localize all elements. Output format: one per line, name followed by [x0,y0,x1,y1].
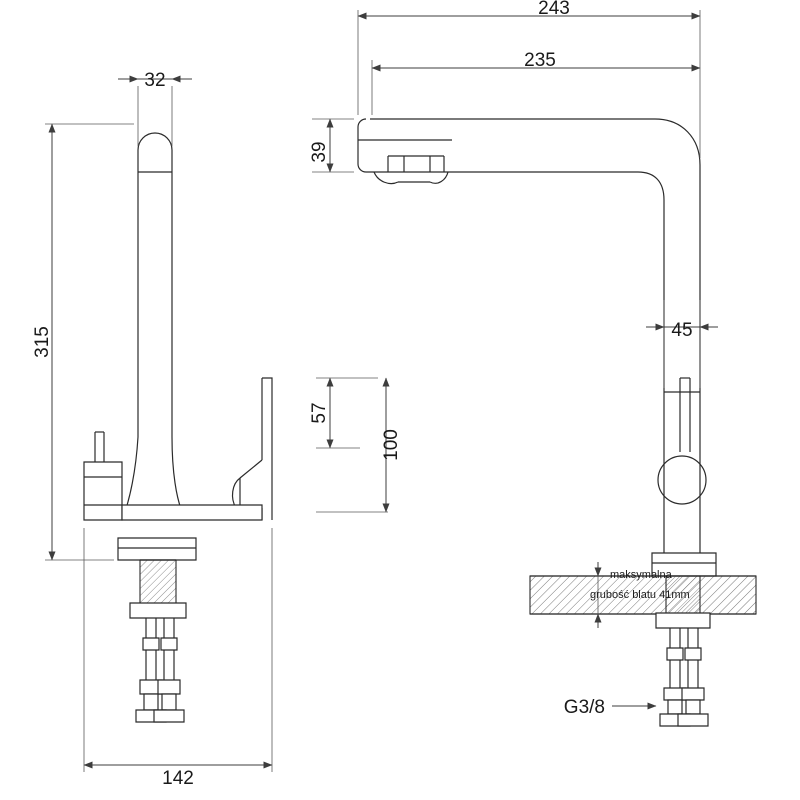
dim-body-width-label: 45 [671,320,693,341]
dim-handle-offset-label: 57 [309,402,330,424]
dim-spout-width-label: 32 [144,70,166,91]
note-worktop-line2: grubość blatu 41mm [590,589,690,601]
dim-base-width-label: 142 [162,768,194,789]
dim-total-height-label: 315 [32,326,53,358]
right-faucet-view [358,119,756,726]
left-view-dimensions [32,70,402,789]
dim-spout-head-height-label: 39 [309,141,330,163]
dim-reach-total-label: 243 [538,0,570,19]
dim-handle-height-label: 100 [381,429,402,461]
label-thread-spec: G3/8 [563,697,605,718]
left-faucet-view [84,133,272,722]
note-worktop-line1: maksymalna [610,569,672,581]
dim-reach-inner-label: 235 [524,50,556,71]
